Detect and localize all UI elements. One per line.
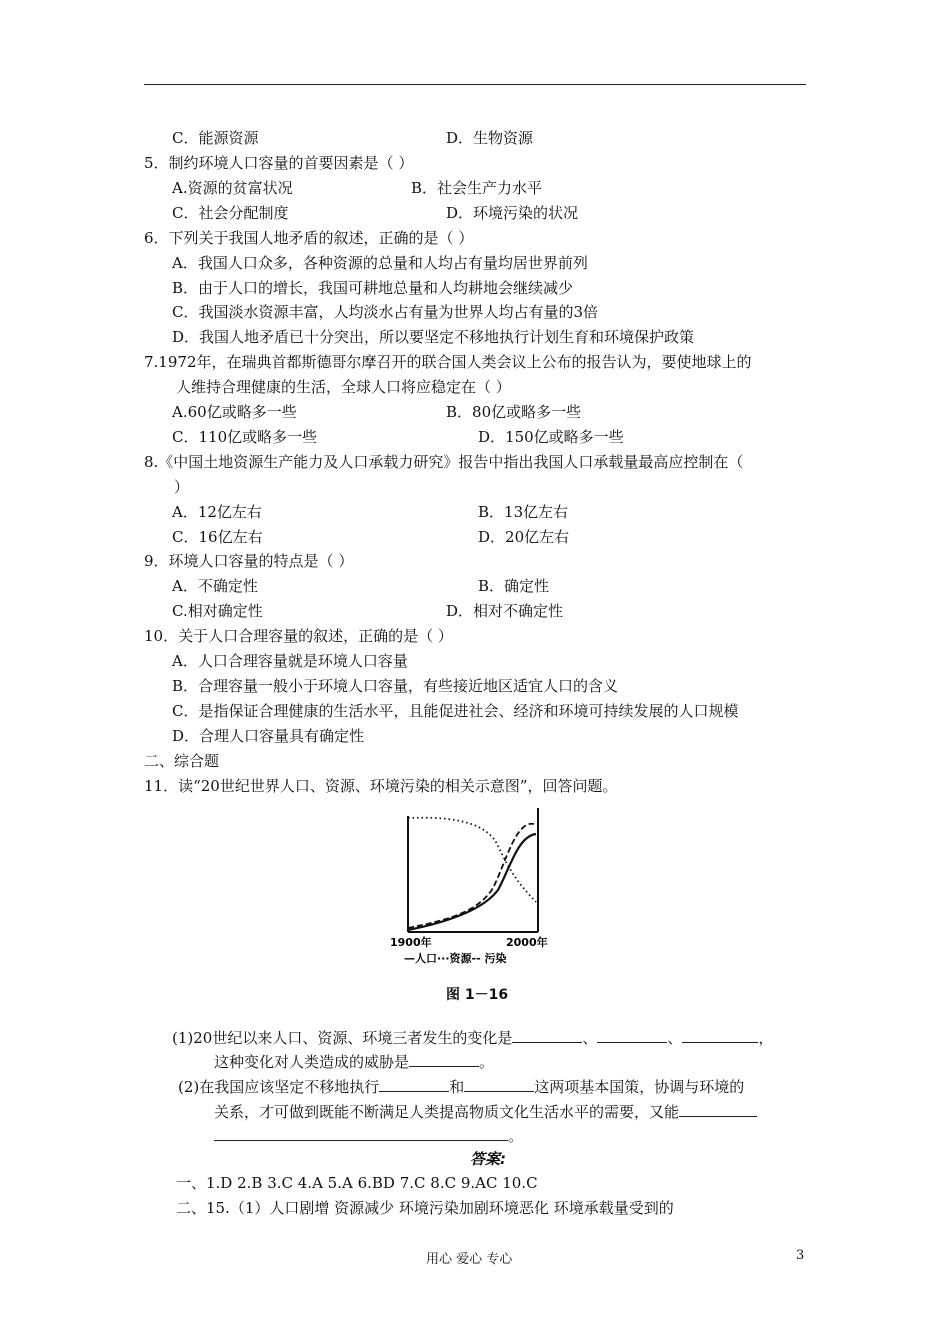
q11-part1-threat-text: 这种变化对人类造成的威胁是 [214, 1053, 410, 1071]
q11-part2-line3 [214, 1126, 523, 1146]
comma: ， [758, 1029, 774, 1047]
answer-blank[interactable] [512, 1028, 582, 1043]
period: 。 [508, 1127, 524, 1145]
footer-motto: 用心 爱心 专心 [426, 1252, 513, 1267]
answers-line1: 一、1.D 2.B 3.C 4.A 5.A 6.BD 7.C 8.C 9.AC 10.C [176, 1174, 538, 1192]
answer-blank[interactable] [214, 1126, 508, 1141]
answer-blank[interactable] [597, 1028, 667, 1043]
q11-part2-text: (2)在我国应该坚定不移地执行 [178, 1078, 380, 1096]
q11-part1-text: (1)20世纪以来人口、资源、环境三者发生的变化是 [172, 1029, 513, 1047]
series-pollution-line [408, 824, 534, 928]
answers-title: 答案: [470, 1150, 506, 1168]
page-number: 3 [796, 1248, 805, 1263]
population-resource-pollution-chart [388, 806, 568, 976]
q8-option-a: A．12亿左右 [172, 503, 262, 521]
q6-stem: 6．下列关于我国人地矛盾的叙述，正确的是（ ） [144, 229, 474, 247]
series-population-line [408, 834, 536, 930]
q6-option-a: A．我国人口众多，各种资源的总量和人均占有量均居世界前列 [172, 254, 588, 272]
q6-option-b: B．由于人口的增长，我国可耕地总量和人均耕地会继续减少 [172, 279, 574, 297]
header-rule [144, 84, 806, 85]
q11-part2-and: 和 [449, 1078, 465, 1096]
q7-option-b: B．80亿或略多一些 [446, 403, 582, 421]
q10-option-b: B．合理容量一般小于环境人口容量，有些接近地区适宜人口的含义 [172, 677, 619, 695]
separator: 、 [667, 1029, 683, 1047]
q11-part1-line2 [214, 1052, 494, 1072]
q11-part2-line1 [178, 1077, 744, 1097]
q7-option-c: C．110亿或略多一些 [172, 428, 318, 446]
q5-option-c: C．社会分配制度 [172, 204, 289, 222]
q10-stem: 10．关于人口合理容量的叙述，正确的是（ ） [144, 627, 453, 645]
q7-option-a: A.60亿或略多一些 [172, 403, 297, 421]
q7-stem-line1: 7.1972年，在瑞典首都斯德哥尔摩召开的联合国人类会议上公布的报告认为，要使地球上的 [144, 353, 752, 371]
q10-option-a: A．人口合理容量就是环境人口容量 [172, 652, 408, 670]
q10-option-c: C．是指保证合理健康的生活水平，且能促进社会、经济和环境可持续发展的人口规模 [172, 702, 739, 720]
q5-option-b: B．社会生产力水平 [411, 179, 543, 197]
q6-option-d: D．我国人地矛盾已十分突出，所以要坚定不移地执行计划生育和环境保护政策 [172, 328, 695, 346]
period: 。 [479, 1053, 495, 1071]
q9-option-b: B．确定性 [478, 577, 550, 595]
q8-option-d: D．20亿左右 [478, 528, 570, 546]
q9-option-a: A．不确定性 [172, 577, 258, 595]
x-label-end: 2000年 [506, 936, 548, 949]
q5-stem: 5．制约环境人口容量的首要因素是（ ） [144, 154, 414, 172]
answer-blank[interactable] [379, 1077, 449, 1092]
q11-part1-line1 [172, 1028, 773, 1048]
q8-stem-line2: ） [174, 478, 190, 496]
q5-option-a: A.资源的贫富状况 [172, 179, 293, 197]
q11-part2-line2 [214, 1102, 757, 1122]
answers-line2: 二、15.（1）人口剧增 资源减少 环境污染加剧环境恶化 环境承载量受到的 [176, 1199, 674, 1217]
answer-blank[interactable] [464, 1077, 534, 1092]
q4-option-d: D．生物资源 [446, 129, 534, 147]
q7-stem-line2: 人维持合理健康的生活，全球人口将应稳定在（ ） [176, 378, 511, 396]
answer-blank[interactable] [679, 1102, 757, 1117]
series-resource-line [408, 818, 536, 902]
separator: 、 [582, 1029, 598, 1047]
q4-option-c: C．能源资源 [172, 129, 259, 147]
q7-option-d: D．150亿或略多一些 [478, 428, 624, 446]
q5-option-d: D．环境污染的状况 [446, 204, 579, 222]
q6-option-c: C．我国淡水资源丰富，人均淡水占有量为世界人均占有量的3倍 [172, 303, 599, 321]
q11-part2-tail: 这两项基本国策，协调与环境的 [534, 1078, 745, 1096]
q8-option-c: C．16亿左右 [172, 528, 263, 546]
q9-stem: 9．环境人口容量的特点是（ ） [144, 552, 354, 570]
q10-option-d: D．合理人口容量具有确定性 [172, 727, 365, 745]
q8-stem-line1: 8.《中国土地资源生产能力及人口承载力研究》报告中指出我国人口承载量最高应控制在（ [144, 453, 744, 471]
x-label-start: 1900年 [390, 936, 432, 949]
q8-option-b: B．13亿左右 [478, 503, 569, 521]
figure-caption: 图 1－16 [446, 987, 509, 1003]
q11-stem: 11．读“20世纪世界人口、资源、环境污染的相关示意图”，回答问题。 [144, 777, 618, 795]
answer-blank[interactable] [682, 1028, 758, 1043]
q9-option-c: C.相对确定性 [172, 602, 263, 620]
q9-option-d: D．相对不确定性 [446, 602, 564, 620]
chart-legend: —人口···资源-- 污染 [404, 952, 507, 965]
q11-part2-text2: 关系，才可做到既能不断满足人类提高物质文化生活水平的需要，又能 [214, 1103, 680, 1121]
section-heading: 二、综合题 [144, 752, 220, 770]
answer-blank[interactable] [409, 1052, 479, 1067]
